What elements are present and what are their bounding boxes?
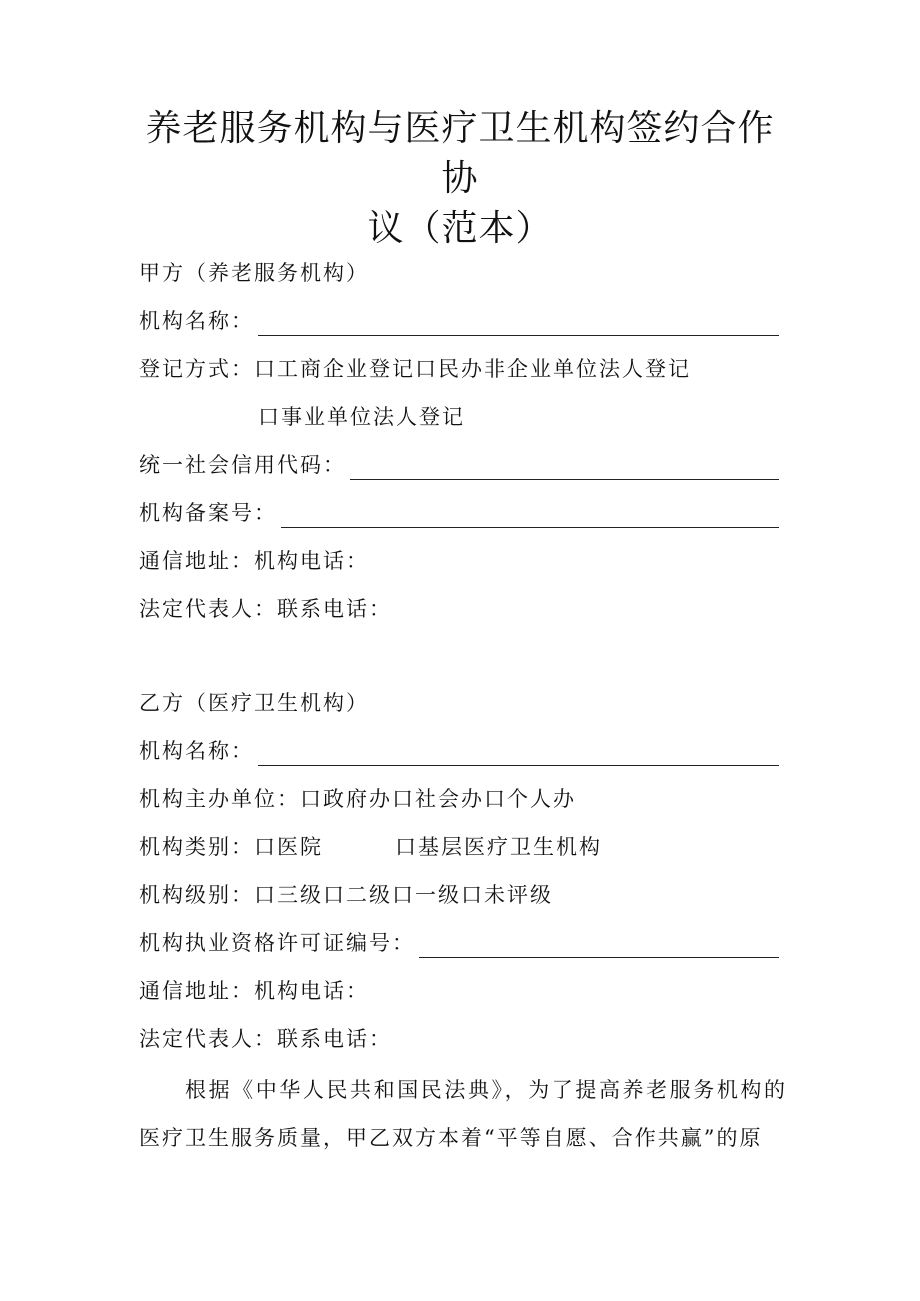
party-b-level-label: 机构级别：	[139, 883, 254, 907]
party-a-credit-code-field	[139, 450, 779, 480]
document-title	[130, 104, 790, 254]
party-b-category-label: 机构类别：	[139, 835, 254, 859]
party-b-category	[139, 832, 602, 862]
party-b-sponsor	[139, 784, 576, 814]
party-b-name-blank[interactable]	[258, 741, 779, 766]
party-b-license-blank[interactable]	[419, 933, 779, 958]
party-b-sponsor-options[interactable]: 口政府办口社会办口个人办	[300, 787, 576, 811]
party-a-reg-options-2[interactable]: 口事业单位法人登记	[258, 405, 465, 429]
party-a-name-label: 机构名称：	[139, 309, 254, 333]
party-a-reg-options-1[interactable]: 口工商企业登记口民办非企业单位法人登记	[254, 357, 691, 381]
party-a-name-blank[interactable]	[258, 311, 779, 336]
party-b-level	[139, 880, 553, 910]
party-b-license-label: 机构执业资格许可证编号：	[139, 931, 415, 955]
party-b-level-options[interactable]: 口三级口二级口一级口未评级	[254, 883, 553, 907]
party-a-reg-label: 登记方式：	[139, 357, 254, 381]
party-b-address-phone: 通信地址：机构电话：	[139, 979, 369, 1003]
party-a-filing-field	[139, 498, 779, 528]
party-b-category-option-hospital[interactable]: 口医院	[254, 835, 323, 859]
party-a-name-field	[139, 306, 779, 336]
party-a-rep-phone: 法定代表人：联系电话：	[139, 597, 392, 621]
agreement-body-paragraph: 根据《中华人民共和国民法典》，为了提高养老服务机构的医疗卫生服务质量，甲乙双方本着“平等自愿、合作共赢”的原	[139, 1078, 787, 1150]
party-a-credit-code-label: 统一社会信用代码：	[139, 453, 346, 477]
party-a-registration	[139, 354, 691, 384]
party-a-credit-code-blank[interactable]	[350, 455, 779, 480]
party-b-category-option-primary[interactable]: 口基层医疗卫生机构	[395, 835, 602, 859]
title-line-2: 议（范本）	[367, 208, 553, 249]
party-a-address-phone: 通信地址：机构电话：	[139, 549, 369, 573]
party-b-heading: 乙方（医疗卫生机构）	[139, 691, 369, 715]
party-b-rep-phone: 法定代表人：联系电话：	[139, 1027, 392, 1051]
party-b-sponsor-label: 机构主办单位：	[139, 787, 300, 811]
party-a-filing-blank[interactable]	[281, 503, 779, 528]
party-b-license-field	[139, 928, 779, 958]
title-line-1: 养老服务机构与医疗卫生机构签约合作协	[145, 108, 775, 199]
party-a-filing-label: 机构备案号：	[139, 501, 277, 525]
party-b-name-field	[139, 736, 779, 766]
party-b-name-label: 机构名称：	[139, 739, 254, 763]
party-a-heading: 甲方（养老服务机构）	[139, 261, 369, 285]
